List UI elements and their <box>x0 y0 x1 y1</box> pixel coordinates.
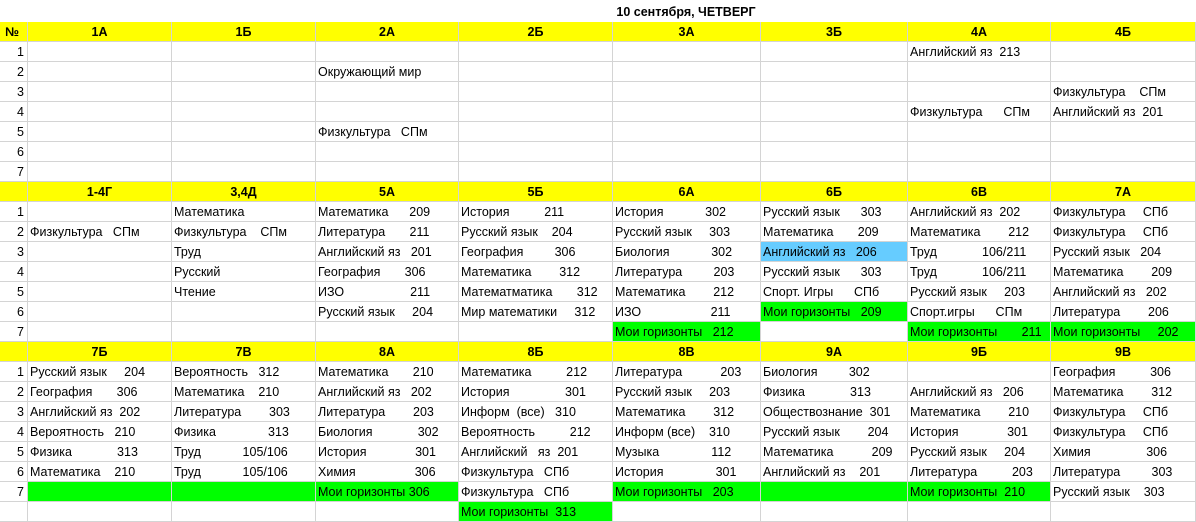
lesson-cell[interactable]: Физкультура СПб <box>459 482 613 502</box>
lesson-cell[interactable]: Литература 203 <box>613 262 761 282</box>
lesson-cell[interactable] <box>28 162 172 182</box>
lesson-cell[interactable]: Английский яз 202 <box>1051 282 1196 302</box>
lesson-cell[interactable]: Физкультура СПм <box>1051 82 1196 102</box>
lesson-cell[interactable] <box>172 62 316 82</box>
table-row <box>0 82 1196 102</box>
lesson-cell[interactable]: Математика <box>172 202 316 222</box>
lesson-cell[interactable] <box>908 142 1051 162</box>
lesson-cell[interactable]: Химия 306 <box>316 462 459 482</box>
header-row <box>0 22 1196 42</box>
lesson-number-cell[interactable]: 3 <box>0 82 28 102</box>
lesson-cell[interactable]: Вероятность 210 <box>28 422 172 442</box>
grid-top-strip <box>0 0 1196 2</box>
lesson-cell[interactable]: Мои горизонты 211 <box>908 322 1051 342</box>
lesson-cell[interactable] <box>1051 142 1196 162</box>
header-cell-number[interactable] <box>0 342 28 362</box>
table-row <box>0 282 1196 302</box>
lesson-cell[interactable]: Математика 210 <box>172 382 316 402</box>
lesson-cell[interactable]: Русский язык 204 <box>1051 242 1196 262</box>
lesson-number-cell[interactable]: 3 <box>0 402 28 422</box>
lesson-cell[interactable] <box>908 362 1051 382</box>
lesson-cell[interactable]: Физика 313 <box>761 382 908 402</box>
lesson-cell[interactable] <box>172 162 316 182</box>
lesson-cell[interactable]: Вероятность 312 <box>172 362 316 382</box>
lesson-number-cell[interactable]: 2 <box>0 62 28 82</box>
lesson-cell[interactable] <box>761 82 908 102</box>
lesson-cell[interactable]: Труд 105/106 <box>172 442 316 462</box>
header-cell-class[interactable]: 9Б <box>908 342 1051 362</box>
lesson-cell[interactable] <box>316 102 459 122</box>
lesson-cell[interactable]: Физкультура СПм <box>908 102 1051 122</box>
lesson-cell[interactable]: Мои горизонты 209 <box>761 302 908 322</box>
lesson-cell[interactable] <box>761 322 908 342</box>
lesson-cell[interactable]: Мои горизонты 203 <box>613 482 761 502</box>
header-cell-class[interactable]: 5А <box>316 182 459 202</box>
lesson-cell[interactable] <box>613 62 761 82</box>
header-row <box>0 342 1196 362</box>
lesson-cell[interactable] <box>761 42 908 62</box>
lesson-cell[interactable] <box>908 82 1051 102</box>
lesson-cell[interactable]: Математика 312 <box>613 402 761 422</box>
lesson-cell[interactable]: Русский язык 303 <box>1051 482 1196 502</box>
table-row <box>0 202 1196 222</box>
lesson-cell[interactable] <box>28 142 172 162</box>
lesson-cell[interactable] <box>761 482 908 502</box>
lesson-number-cell[interactable]: 6 <box>0 462 28 482</box>
lesson-number-cell[interactable]: 5 <box>0 442 28 462</box>
lesson-cell[interactable]: Химия 306 <box>1051 442 1196 462</box>
header-cell-class[interactable]: 8А <box>316 342 459 362</box>
lesson-cell[interactable]: Русский язык 203 <box>613 382 761 402</box>
lesson-cell[interactable]: Русский язык 204 <box>28 362 172 382</box>
lesson-cell[interactable] <box>28 242 172 262</box>
lesson-cell[interactable]: Труд 106/211 <box>908 262 1051 282</box>
lesson-cell[interactable] <box>613 82 761 102</box>
header-cell-number[interactable]: № <box>0 22 28 42</box>
lesson-cell[interactable]: Русский язык 303 <box>613 222 761 242</box>
lesson-cell[interactable]: Физкультура СПм <box>172 222 316 242</box>
lesson-cell[interactable]: Обществознание 301 <box>761 402 908 422</box>
header-row <box>0 182 1196 202</box>
lesson-cell[interactable]: Физкультура СПб <box>1051 422 1196 442</box>
lesson-cell[interactable] <box>172 502 316 522</box>
lesson-cell[interactable]: Математика 210 <box>908 402 1051 422</box>
lesson-cell[interactable] <box>459 322 613 342</box>
lesson-number-cell[interactable]: 7 <box>0 322 28 342</box>
table-row <box>0 322 1196 342</box>
lesson-cell[interactable] <box>172 42 316 62</box>
lesson-cell[interactable] <box>172 482 316 502</box>
lesson-number-cell[interactable]: 3 <box>0 242 28 262</box>
lesson-cell[interactable] <box>761 102 908 122</box>
lesson-cell[interactable] <box>761 142 908 162</box>
lesson-number-cell[interactable]: 1 <box>0 202 28 222</box>
lesson-cell[interactable]: История 301 <box>613 462 761 482</box>
lesson-cell[interactable]: Биология 302 <box>613 242 761 262</box>
header-cell-class[interactable]: 1Б <box>172 22 316 42</box>
lesson-cell[interactable]: Физкультура СПб <box>1051 222 1196 242</box>
table-row <box>0 422 1196 442</box>
lesson-cell[interactable]: География 306 <box>316 262 459 282</box>
lesson-cell[interactable] <box>28 42 172 62</box>
lesson-cell[interactable]: Математика 212 <box>459 362 613 382</box>
lesson-cell[interactable]: Литература 303 <box>172 402 316 422</box>
table-row <box>0 122 1196 142</box>
lesson-cell[interactable] <box>1051 62 1196 82</box>
lesson-cell[interactable]: Английский яз 201 <box>1051 102 1196 122</box>
lesson-cell[interactable] <box>459 82 613 102</box>
lesson-number-cell[interactable]: 6 <box>0 302 28 322</box>
lesson-cell[interactable] <box>613 42 761 62</box>
lesson-cell[interactable] <box>172 122 316 142</box>
lesson-cell[interactable] <box>316 42 459 62</box>
header-cell-class[interactable]: 2А <box>316 22 459 42</box>
lesson-cell[interactable] <box>908 62 1051 82</box>
lesson-cell[interactable]: Физкультура СПб <box>459 462 613 482</box>
lesson-cell[interactable]: Мои горизонты 306 <box>316 482 459 502</box>
lesson-cell[interactable]: Мир математики 312 <box>459 302 613 322</box>
lesson-number-cell[interactable]: 4 <box>0 422 28 442</box>
lesson-cell[interactable]: Физкультура СПб <box>1051 202 1196 222</box>
lesson-cell[interactable]: География 306 <box>459 242 613 262</box>
lesson-cell[interactable]: Музыка 112 <box>613 442 761 462</box>
header-cell-class[interactable]: 3,4Д <box>172 182 316 202</box>
lesson-cell[interactable]: Труд <box>172 242 316 262</box>
table-row <box>0 462 1196 482</box>
lesson-cell[interactable] <box>172 102 316 122</box>
lesson-cell[interactable]: Физика 313 <box>172 422 316 442</box>
lesson-cell[interactable] <box>316 322 459 342</box>
table-row <box>0 102 1196 122</box>
lesson-cell[interactable]: История 301 <box>908 422 1051 442</box>
lesson-cell[interactable]: Мои горизонты 210 <box>908 482 1051 502</box>
lesson-cell[interactable]: Английский яз 206 <box>761 242 908 262</box>
lesson-cell[interactable] <box>908 162 1051 182</box>
lesson-cell[interactable]: Математика 210 <box>316 362 459 382</box>
header-cell-class[interactable]: 6Б <box>761 182 908 202</box>
header-cell-class[interactable]: 6В <box>908 182 1051 202</box>
lesson-cell[interactable]: История 301 <box>459 382 613 402</box>
lesson-cell[interactable] <box>28 262 172 282</box>
lesson-cell[interactable] <box>459 62 613 82</box>
lesson-cell[interactable]: Труд 105/106 <box>172 462 316 482</box>
lesson-cell[interactable]: История 302 <box>613 202 761 222</box>
header-cell-class[interactable]: 3Б <box>761 22 908 42</box>
lesson-cell[interactable]: История 301 <box>316 442 459 462</box>
lesson-cell[interactable] <box>761 162 908 182</box>
lesson-number-cell[interactable]: 4 <box>0 262 28 282</box>
lesson-cell[interactable]: Английский яз 202 <box>28 402 172 422</box>
lesson-cell[interactable]: Физкультура СПб <box>1051 402 1196 422</box>
lesson-cell[interactable]: Русский язык 203 <box>908 282 1051 302</box>
lesson-cell[interactable]: Окружающий мир <box>316 62 459 82</box>
lesson-cell[interactable]: Английский яз 206 <box>908 382 1051 402</box>
lesson-number-cell[interactable]: 5 <box>0 122 28 142</box>
lesson-cell[interactable] <box>28 202 172 222</box>
lesson-cell[interactable] <box>316 142 459 162</box>
lesson-cell[interactable]: Математика 209 <box>1051 262 1196 282</box>
lesson-cell[interactable]: Литература 206 <box>1051 302 1196 322</box>
sheet-title: 10 сентября, ЧЕТВЕРГ <box>616 5 756 19</box>
lesson-cell[interactable] <box>172 302 316 322</box>
lesson-cell[interactable] <box>908 122 1051 142</box>
lesson-cell[interactable]: Математматика 312 <box>459 282 613 302</box>
lesson-cell[interactable]: Математика 212 <box>613 282 761 302</box>
table-row <box>0 502 1196 522</box>
lesson-cell[interactable]: Спорт.игры СПм <box>908 302 1051 322</box>
lesson-number-cell[interactable]: 2 <box>0 382 28 402</box>
lesson-cell[interactable]: Английский яз 201 <box>761 462 908 482</box>
lesson-number-cell[interactable]: 1 <box>0 42 28 62</box>
table-row <box>0 482 1196 502</box>
table-row <box>0 402 1196 422</box>
lesson-cell[interactable]: Труд 106/211 <box>908 242 1051 262</box>
lesson-cell[interactable]: Математика 212 <box>908 222 1051 242</box>
lesson-cell[interactable]: Литература 203 <box>908 462 1051 482</box>
lesson-cell[interactable]: Биология 302 <box>761 362 908 382</box>
lesson-cell[interactable] <box>761 122 908 142</box>
lesson-number-cell[interactable] <box>0 502 28 522</box>
lesson-cell[interactable] <box>613 122 761 142</box>
lesson-cell[interactable] <box>28 282 172 302</box>
lesson-cell[interactable]: Математика 312 <box>1051 382 1196 402</box>
lesson-cell[interactable] <box>28 502 172 522</box>
lesson-cell[interactable]: Русский язык 303 <box>761 202 908 222</box>
header-cell-class[interactable]: 8В <box>613 342 761 362</box>
lesson-cell[interactable]: Мои горизонты 212 <box>613 322 761 342</box>
lesson-cell[interactable]: Математика 209 <box>761 442 908 462</box>
lesson-cell[interactable]: Литература 303 <box>1051 462 1196 482</box>
table-row <box>0 442 1196 462</box>
lesson-cell[interactable]: Русский язык 303 <box>761 262 908 282</box>
lesson-cell[interactable] <box>28 122 172 142</box>
lesson-cell[interactable]: ИЗО 211 <box>316 282 459 302</box>
table-row <box>0 222 1196 242</box>
header-cell-class[interactable]: 9В <box>1051 342 1196 362</box>
table-row <box>0 242 1196 262</box>
lesson-cell[interactable]: Литература 203 <box>316 402 459 422</box>
table-row <box>0 142 1196 162</box>
lesson-cell[interactable] <box>459 102 613 122</box>
lesson-cell[interactable]: Английский яз 202 <box>316 382 459 402</box>
header-cell-class[interactable]: 4А <box>908 22 1051 42</box>
lesson-cell[interactable] <box>28 322 172 342</box>
table-row <box>0 362 1196 382</box>
table-row <box>0 62 1196 82</box>
lesson-cell[interactable] <box>459 162 613 182</box>
lesson-cell[interactable] <box>28 62 172 82</box>
lesson-number-cell[interactable]: 6 <box>0 142 28 162</box>
lesson-cell[interactable] <box>172 322 316 342</box>
header-cell-class[interactable]: 1А <box>28 22 172 42</box>
lesson-cell[interactable] <box>28 102 172 122</box>
lesson-cell[interactable] <box>28 482 172 502</box>
lesson-cell[interactable] <box>316 82 459 102</box>
lesson-cell[interactable]: Литература 211 <box>316 222 459 242</box>
lesson-cell[interactable]: Литература 203 <box>613 362 761 382</box>
lesson-cell[interactable] <box>613 142 761 162</box>
lesson-cell[interactable] <box>459 42 613 62</box>
header-cell-class[interactable]: 8Б <box>459 342 613 362</box>
lesson-cell[interactable] <box>613 102 761 122</box>
lesson-cell[interactable] <box>316 502 459 522</box>
header-cell-class[interactable]: 7В <box>172 342 316 362</box>
lesson-number-cell[interactable]: 2 <box>0 222 28 242</box>
header-cell-class[interactable]: 6А <box>613 182 761 202</box>
lesson-cell[interactable] <box>1051 42 1196 62</box>
lesson-number-cell[interactable]: 4 <box>0 102 28 122</box>
lesson-cell[interactable]: Математика 209 <box>761 222 908 242</box>
lesson-cell[interactable]: Информ (все) 310 <box>459 402 613 422</box>
lesson-cell[interactable] <box>316 162 459 182</box>
lesson-cell[interactable]: История 211 <box>459 202 613 222</box>
lesson-cell[interactable]: Физика 313 <box>28 442 172 462</box>
lesson-cell[interactable]: Вероятность 212 <box>459 422 613 442</box>
lesson-cell[interactable] <box>28 302 172 322</box>
lesson-number-cell[interactable]: 7 <box>0 482 28 502</box>
header-cell-class[interactable]: 2Б <box>459 22 613 42</box>
lesson-cell[interactable]: Английский яз 201 <box>459 442 613 462</box>
lesson-number-cell[interactable]: 7 <box>0 162 28 182</box>
lesson-cell[interactable]: Русский язык 204 <box>761 422 908 442</box>
table-row <box>0 162 1196 182</box>
lesson-cell[interactable]: Спорт. Игры СПб <box>761 282 908 302</box>
header-cell-class[interactable]: 5Б <box>459 182 613 202</box>
header-cell-class[interactable]: 7А <box>1051 182 1196 202</box>
header-cell-class[interactable]: 7Б <box>28 342 172 362</box>
lesson-cell[interactable] <box>459 122 613 142</box>
lesson-cell[interactable]: Английский яз 201 <box>316 242 459 262</box>
header-cell-number[interactable] <box>0 182 28 202</box>
lesson-cell[interactable]: География 306 <box>1051 362 1196 382</box>
lesson-cell[interactable]: Русский язык 204 <box>908 442 1051 462</box>
lesson-cell[interactable] <box>613 502 761 522</box>
lesson-cell[interactable]: Биология 302 <box>316 422 459 442</box>
lesson-cell[interactable]: ИЗО 211 <box>613 302 761 322</box>
lesson-cell[interactable]: Английский яз 202 <box>908 202 1051 222</box>
lesson-cell[interactable] <box>172 142 316 162</box>
lesson-cell[interactable] <box>28 82 172 102</box>
lesson-cell[interactable]: Мои горизонты 202 <box>1051 322 1196 342</box>
lesson-cell[interactable] <box>172 82 316 102</box>
lesson-cell[interactable]: Русский язык 204 <box>459 222 613 242</box>
lesson-cell[interactable] <box>1051 122 1196 142</box>
lesson-cell[interactable] <box>459 142 613 162</box>
lesson-cell[interactable] <box>761 62 908 82</box>
lesson-cell[interactable]: Математика 210 <box>28 462 172 482</box>
lesson-cell[interactable]: Физкультура СПм <box>316 122 459 142</box>
header-cell-class[interactable]: 4Б <box>1051 22 1196 42</box>
lesson-cell[interactable]: География 306 <box>28 382 172 402</box>
header-cell-class[interactable]: 9А <box>761 342 908 362</box>
lesson-cell[interactable]: Чтение <box>172 282 316 302</box>
lesson-cell[interactable]: Информ (все) 310 <box>613 422 761 442</box>
lesson-cell[interactable]: Математика 209 <box>316 202 459 222</box>
lesson-cell[interactable] <box>1051 162 1196 182</box>
table-row <box>0 262 1196 282</box>
lesson-number-cell[interactable]: 5 <box>0 282 28 302</box>
lesson-cell[interactable]: Русский язык 204 <box>316 302 459 322</box>
lesson-cell[interactable] <box>908 502 1051 522</box>
lesson-cell[interactable]: Мои горизонты 313 <box>459 502 613 522</box>
lesson-cell[interactable]: Русский <box>172 262 316 282</box>
lesson-cell[interactable]: Английский яз 213 <box>908 42 1051 62</box>
lesson-cell[interactable] <box>761 502 908 522</box>
lesson-cell[interactable] <box>1051 502 1196 522</box>
lesson-cell[interactable]: Математика 312 <box>459 262 613 282</box>
table-row <box>0 382 1196 402</box>
table-row <box>0 302 1196 322</box>
lesson-cell[interactable] <box>613 162 761 182</box>
table-row <box>0 42 1196 62</box>
header-cell-class[interactable]: 1-4Г <box>28 182 172 202</box>
lesson-number-cell[interactable]: 1 <box>0 362 28 382</box>
lesson-cell[interactable]: Физкультура СПм <box>28 222 172 242</box>
header-cell-class[interactable]: 3А <box>613 22 761 42</box>
